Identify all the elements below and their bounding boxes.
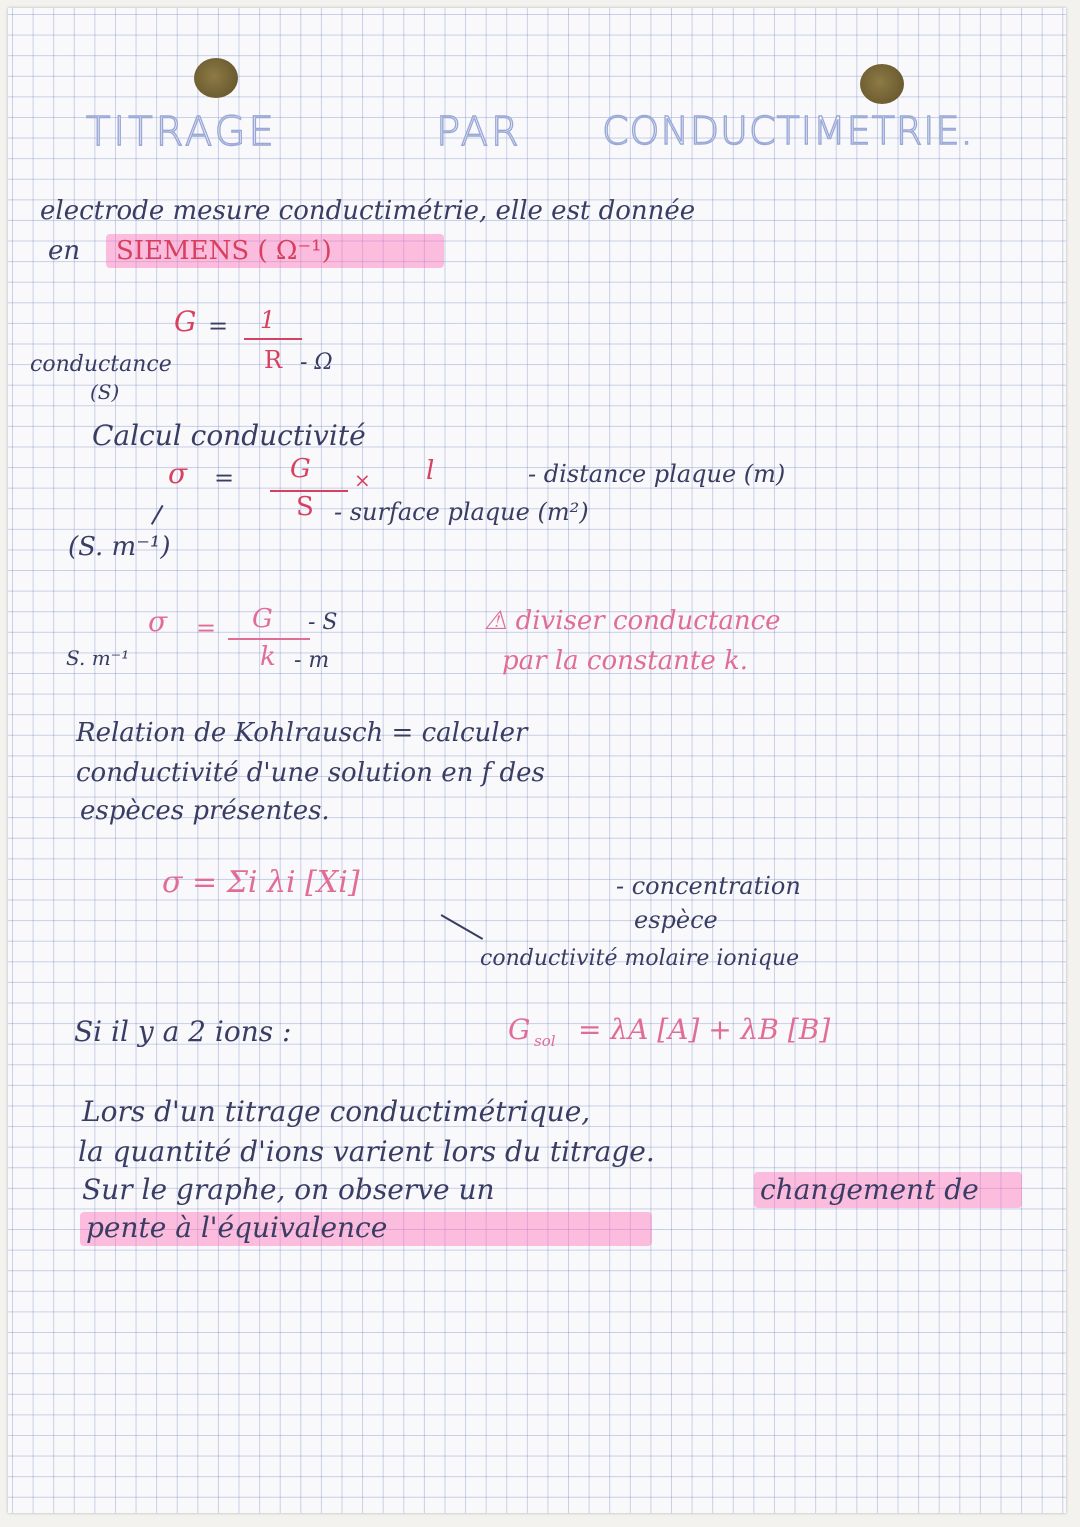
formula2-denominator-unit: - m [294,648,330,673]
two-ions-g: G [508,1013,531,1046]
titrage-line1: Lors d'un titrage conductimétrique, [82,1095,591,1128]
conductance-fraction-bar [244,338,302,340]
grid-paper-sheet [8,8,1066,1513]
conductance-ohm-unit: - Ω [300,350,333,375]
binder-hole-left [194,58,238,98]
kohlrausch-line3: espèces présentes. [80,796,330,826]
kohlrausch-formula: σ = Σi λi [Xi] [162,865,360,900]
kohlrausch-line2: conductivité d'une solution en f des [76,758,545,788]
two-ions-prefix: Si il y a 2 ions : [74,1015,292,1048]
conductivity-times: × [354,468,371,492]
conductivity-l: l [426,456,435,486]
conductance-unit: (S) [90,380,120,404]
formula2-denominator-k: k [260,642,276,672]
conductivity-unit-pointer [151,505,163,525]
conductance-label: conductance [30,352,172,377]
conductivity-eq: = [214,464,235,492]
title-word-titrage: TITRAGE [86,109,277,155]
intro-line1: electrode mesure conductimétrie, elle est donnée [40,196,696,226]
titrage-line3-highlighted: changement de [760,1173,979,1206]
formula2-unit: S. m⁻¹ [66,646,130,670]
titrage-line2: la quantité d'ions varient lors du titrage. [78,1135,655,1168]
formula2-sigma: σ [148,605,168,638]
kohlrausch-line1: Relation de Kohlrausch = calculer [76,718,528,748]
conductivity-heading: Calcul conductivité [92,419,366,452]
conductance-numerator: 1 [260,306,276,334]
conductivity-denominator-s: S [296,492,314,522]
conductivity-sigma: σ [168,457,188,490]
intro-line2-prefix: en [48,236,81,266]
conductivity-distance-note: - distance plaque (m) [528,460,786,488]
conductance-eq: = [208,312,229,340]
formula2-fraction-bar [228,638,310,640]
formula2-warning-line1: ⚠ diviser conductance [484,606,781,636]
conductivity-unit: (S. m⁻¹) [68,532,171,562]
conductivity-surface-note: - surface plaque (m²) [334,498,589,526]
title-word-conductimetrie: CONDUCTIMETRIE. [602,109,974,153]
conductance-denominator: R [264,346,283,374]
formula2-numerator-unit: - S [308,610,338,635]
titrage-line4-highlighted: pente à l'équivalence [86,1211,388,1244]
kohlrausch-note-espece: espèce [634,906,718,934]
conductance-g: G [174,305,197,338]
formula2-numerator-g: G [252,604,273,634]
kohlrausch-note-concentration: - concentration [616,872,801,900]
two-ions-subscript-sol: sol [534,1032,556,1050]
kohlrausch-note-conductivity: conductivité molaire ionique [480,946,800,971]
binder-hole-right [860,64,904,104]
titrage-line3: Sur le graphe, on observe un [82,1173,495,1206]
kohlrausch-pointer [441,914,483,939]
formula2-warning-line2: par la constante k. [502,646,749,676]
conductivity-numerator-g: G [290,454,311,484]
intro-siemens-unit: SIEMENS ( Ω⁻¹) [116,236,332,266]
formula2-eq: = [196,614,217,642]
title-word-par: PAR [436,109,522,155]
two-ions-formula: = λA [A] + λB [B] [578,1013,831,1046]
